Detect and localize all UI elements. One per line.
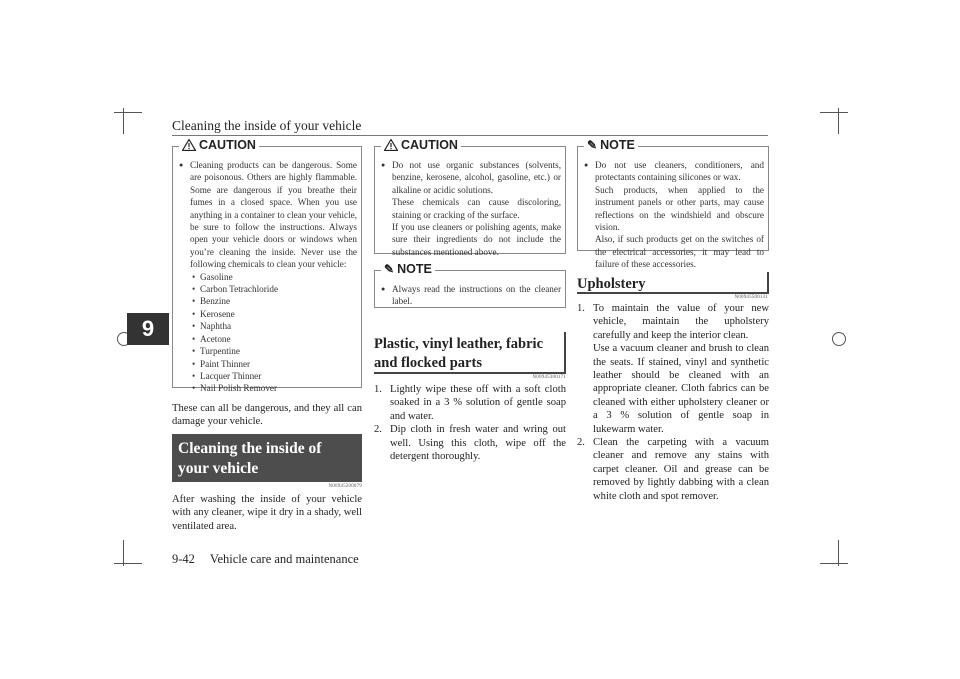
step-number: 2. [374,424,382,436]
note-label: NOTE [397,262,432,276]
header-rule [172,135,768,136]
step-text: Use a vacuum cleaner and brush to clean the seats. If stained, vinyl and synthetic leather should be cleaned with an appropriate cleaner. Cloth fabrics can be cleaned with either upholstery cleaner or a 3 % solution of gentle soap in lukewarm water. [593,343,769,435]
step-text: Dip cloth in fresh water and wring out well. Using this cloth, wipe off the detergent thoroughly. [390,424,566,463]
section-code: N00945500131 [734,295,768,300]
note-text: Such products, when applied to the instrument panels or other parts, may cause reflections on the windshield and obscure vision. [595,184,764,233]
crop-mark [114,563,142,564]
section-heading: Cleaning the inside of your vehicle [172,434,362,482]
note-text: Also, if such products get on the switches of the electrical accessories, it may lead to failure of these accessories. [595,234,764,270]
crop-mark [114,112,142,113]
list-item: • Nail Polish Remover [192,382,357,394]
note-box [374,262,566,308]
caution-heading [179,138,259,152]
chapter-tab: 9 [127,313,169,345]
note-box [577,138,769,270]
caution-heading [381,138,461,152]
list-item: • Paint Thinner [192,358,357,370]
list-item: • Acetone [192,333,357,345]
warning-triangle-icon [384,139,398,151]
step-text: To maintain the value of your new vehicle, maintain the upholstery carefully and keep the interior clean. [593,303,769,341]
footer-section: Vehicle care and maintenance [209,552,359,566]
caution-text: If you use cleaners or polishing agents, make sure their ingredients do not include the substances mentioned above. [392,222,561,257]
section-code: N00945300171 [532,375,566,380]
caution-text: ● Do not use organic substances (solvents, benzine, kerosene, alcohol, gasoline, etc.) or alkaline or acidic solutions. [381,159,561,196]
paragraph: These can all be dangerous, and they all can damage your vehicle. [172,403,362,428]
pencil-icon: ✎ [587,138,598,152]
pencil-icon: ✎ [384,262,395,276]
step-text: Clean the carpeting with a vacuum cleaner and remove any stains with carpet cleaner. Oil and grease can be removed by lightly dabbing with a clean white cloth and spot remover. [593,437,769,502]
crop-mark [820,563,848,564]
step-number: 1. [374,384,382,395]
caution-box [374,138,566,257]
note-text: ● Always read the instructions on the cleaner label. [381,283,561,308]
list-item: • Turpentine [192,345,357,357]
crop-mark [820,112,848,113]
list-item: • Kerosene [192,308,357,320]
chemical-list [179,271,357,395]
caution-label: CAUTION [199,138,256,152]
warning-triangle-icon [182,139,196,151]
section-code: N00945200079 [328,484,362,489]
caution-text: ● Cleaning products can be dangerous. Some are poisonous. Others are highly flammable. Some are dangerous if you breathe their fumes in a closed space. When you use anything in a container to clean your vehicle, be sure to follow the instructions. Always open your vehicle doors or windows when you’re cleaning the inside. Never use the following chemicals to clean your vehicle: [179,159,357,271]
list-item: • Lacquer Thinner [192,370,357,382]
page-header-title: Cleaning the inside of your vehicle [172,118,362,133]
step-list [374,383,566,463]
note-text: ● Do not use cleaners, conditioners, and protectants containing silicones or wax. [584,159,764,184]
page-footer [172,552,359,567]
list-item: • Gasoline [192,271,357,283]
paragraph: After washing the inside of your vehicle with any cleaner, wipe it dry in a shady, well ventilated area. [172,494,362,532]
list-item [577,436,769,503]
section-heading: Plastic, vinyl leather, fabric and flocked parts [374,332,566,374]
list-item [577,302,769,436]
list-item: • Carbon Tetrachloride [192,283,357,295]
caution-box [172,138,362,394]
step-list [577,302,769,503]
caution-label: CAUTION [401,138,458,152]
note-heading [381,262,435,276]
list-item: • Naphtha [192,320,357,332]
step-number: 2. [577,437,585,449]
page-number: 9-42 [172,552,195,566]
list-item [374,383,566,423]
section-heading: Upholstery [577,272,769,294]
step-text: Lightly wipe these off with a soft cloth soaked in a 3 % solution of gentle soap and water. [390,384,566,422]
registration-mark [832,332,846,346]
step-number: 1. [577,303,585,314]
list-item: • Benzine [192,295,357,307]
note-heading [584,138,638,152]
caution-text: These chemicals can cause discoloring, staining or cracking of the surface. [392,197,561,220]
note-label: NOTE [600,138,635,152]
list-item [374,423,566,463]
